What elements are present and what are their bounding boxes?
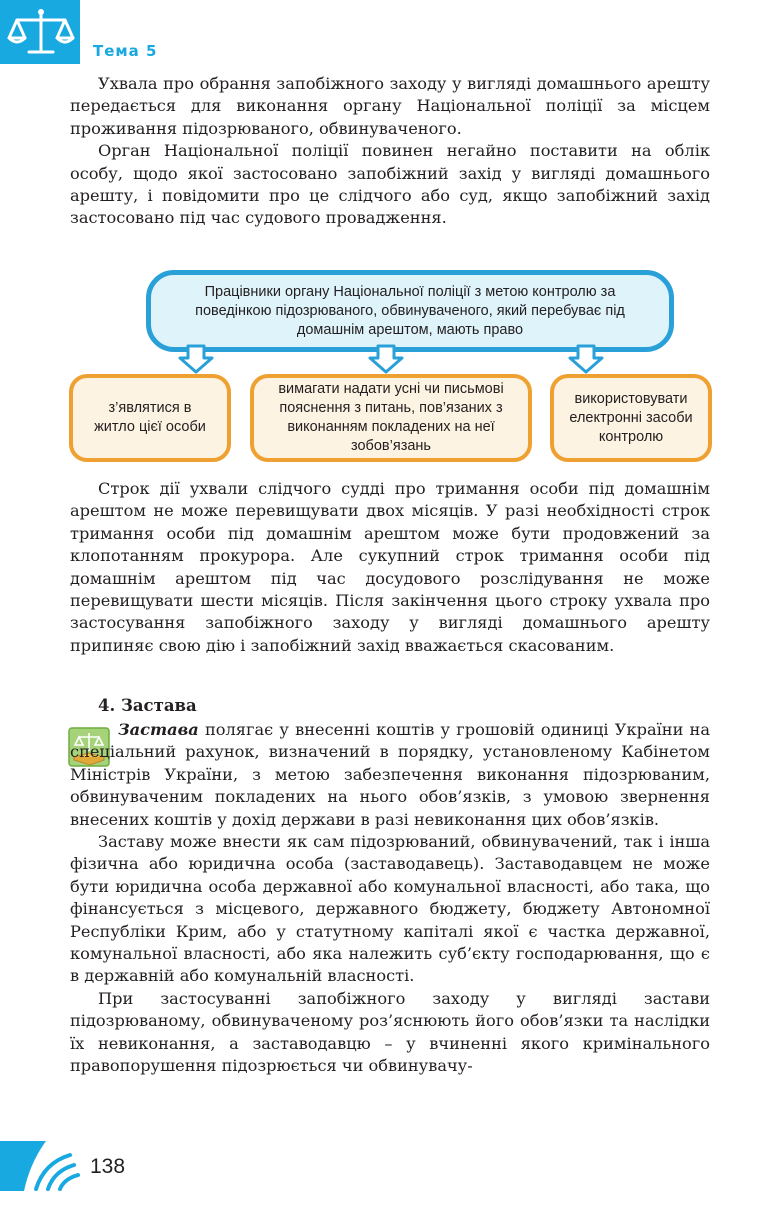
definition-body: полягає у внесенні коштів у грошовій одиниці України на спеціальний рахунок, визначений в порядку, установленому Кабінетом Міністрів України, з метою забезпечення виконання підозрюваним, обвинуваченим покладених на нього обов’язків, з умовою звернення внесених коштів у дохід держави в разі невиконання цих обов’язків. xyxy=(70,720,710,829)
definition-text xyxy=(70,719,710,1078)
page-number: 138 xyxy=(90,1155,126,1178)
term-text xyxy=(70,478,710,657)
section-heading: 4. Застава xyxy=(98,696,197,715)
police-rights-diagram xyxy=(0,262,782,472)
paragraph: Орган Національної поліції повинен негайно поставити на облік особу, щодо якої застосовано запобіжний захід у вигляді домашнього арешту, і повідомити про це слідчого або суд, якщо запобіжний захід застосовано під час судового провадження. xyxy=(70,141,710,228)
theme-corner-badge xyxy=(0,0,80,64)
diagram-box-text: з’являтися в житло цієї особи xyxy=(94,400,206,435)
down-arrow-icon xyxy=(178,344,214,374)
diagram-box-text: вимагати надати усні чи письмові пояснення з питань, пов’язаних з виконанням покладених на неї зобов’язань xyxy=(278,381,504,454)
down-arrow-icon xyxy=(568,344,604,374)
defined-term: Застава xyxy=(118,720,199,739)
paragraph: Строк дії ухвали слідчого судді про тримання особи під домашнім арештом не може перевищувати двох місяців. У разі необхідності строк тримання особи під домашнім арештом може бути продовжений за клопотанням прокурора. Але сукупний строк тримання особи під домашнім арештом під час досудового розслідування не може перевищувати шести місяців. Після закінчення цього строку ухвала про застосування запобіжного заходу у вигляді домашнього арешту припиняє свою дію і запобіжний захід вважається скасованим. xyxy=(70,479,710,655)
intro-text xyxy=(70,73,710,230)
diagram-top-text: Працівники органу Національної поліції з метою контролю за поведінкою підозрюваного, обвинуваченого, який перебуває під домашнім арештом, мають право xyxy=(195,283,625,338)
diagram-box-text: використовувати електронні засоби контролю xyxy=(569,390,693,445)
theme-label: Тема 5 xyxy=(93,42,158,60)
diagram-box-enter-home xyxy=(69,374,231,462)
paragraph: Ухвала про обрання запобіжного заходу у вигляді домашнього арешту передається для виконання органу Національної поліції за місцем проживання підозрюваного, обвинуваченого. xyxy=(70,74,710,138)
diagram-top-box xyxy=(146,270,674,352)
diagram-box-demand-explanations xyxy=(250,374,532,462)
wave-arcs-icon xyxy=(0,1141,82,1191)
paragraph: При застосуванні запобіжного заходу у вигляді застави підозрюваному, обвинуваченому роз’яснюють його обов’язки та наслідки їх невиконання, а заставодавцю – у вчиненні якого кримінального правопорушення підозрюється чи обвинувачу- xyxy=(70,988,710,1076)
scales-icon xyxy=(7,6,75,58)
diagram-box-electronic-control xyxy=(550,374,712,462)
down-arrow-icon xyxy=(368,344,404,374)
definition-paragraph xyxy=(70,719,710,831)
paragraph: Заставу може внести як сам підозрюваний, обвинувачений, так і інша фізична або юридична особа (заставодавець). Заставодавцем не може бути юридична особа державної або комунальної власності, або така, що фінансується з місцевого, державного бюджету, бюджету Автономної Республіки Крим, або у статутному капіталі якої є частка державної, комунальної власності, або яка належить суб’єкту господарювання, що є в державній або комунальній власності. xyxy=(70,832,710,986)
